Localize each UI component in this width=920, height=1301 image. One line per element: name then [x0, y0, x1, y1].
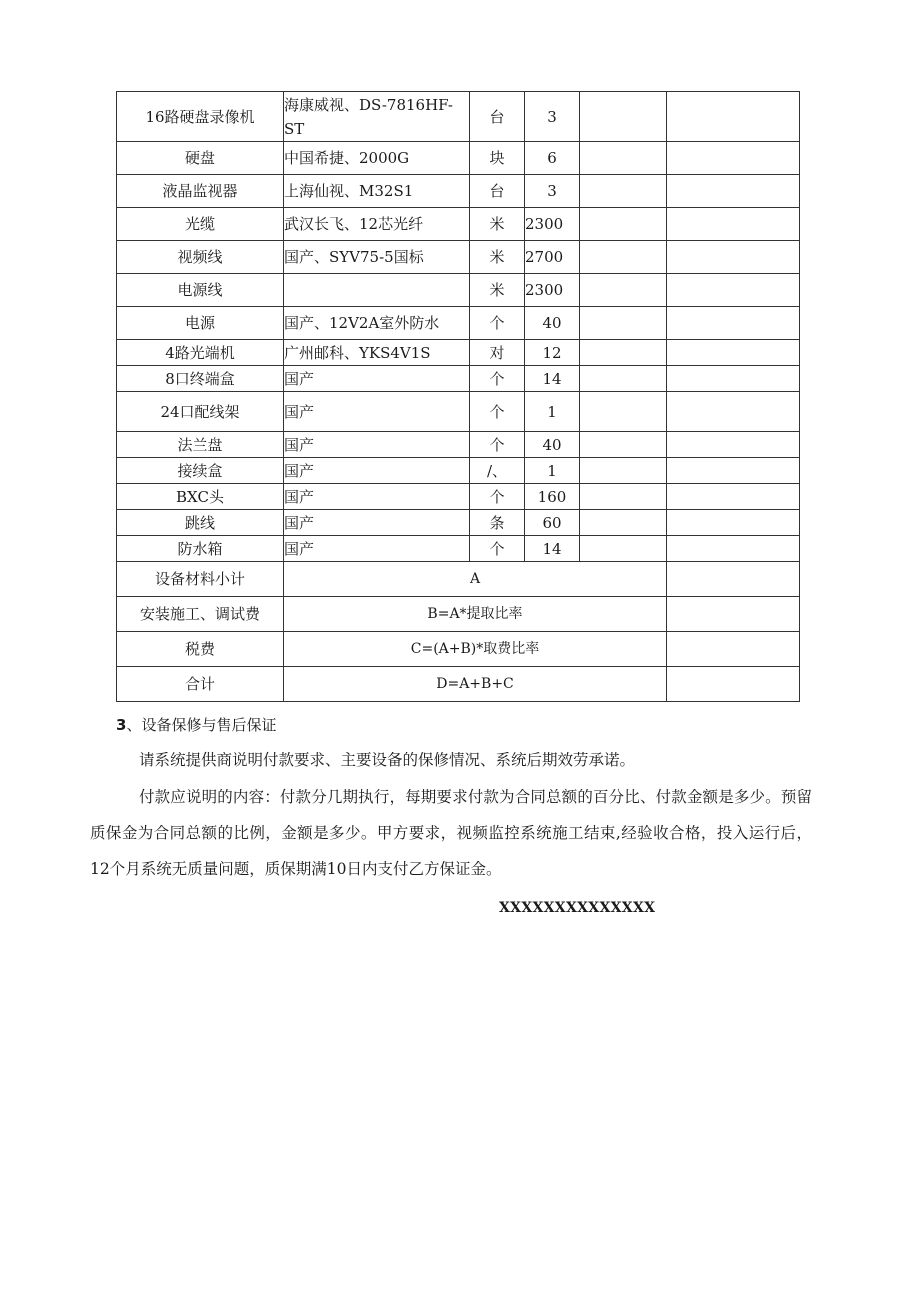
item-qty-cell: 3	[525, 175, 580, 208]
item-name-cell: 光缆	[117, 208, 284, 241]
item-price-cell	[580, 458, 667, 484]
section-title-text: 、设备保修与售后保证	[126, 716, 277, 734]
item-price-cell	[580, 307, 667, 340]
item-name-cell: 法兰盘	[117, 432, 284, 458]
item-name-cell: 16路硬盘录像机	[117, 92, 284, 142]
summary-formula-cell: A	[284, 562, 667, 597]
table-row	[117, 484, 800, 510]
item-qty-cell: 2300	[525, 208, 580, 241]
summary-formula-cell: B=A*提取比率	[284, 597, 667, 632]
item-remark-cell	[667, 142, 800, 175]
item-spec-cell: 国产	[284, 510, 470, 536]
item-price-cell	[580, 392, 667, 432]
item-name-cell: 防水箱	[117, 536, 284, 562]
table-row	[117, 458, 800, 484]
item-price-cell	[580, 366, 667, 392]
item-remark-cell	[667, 175, 800, 208]
item-unit-cell: 米	[470, 208, 525, 241]
item-qty-cell: 14	[525, 366, 580, 392]
equipment-table-body	[117, 92, 800, 702]
equipment-table	[116, 91, 800, 702]
item-price-cell	[580, 175, 667, 208]
item-unit-cell: 条	[470, 510, 525, 536]
item-qty-cell: 1	[525, 458, 580, 484]
table-row	[117, 274, 800, 307]
item-price-cell	[580, 510, 667, 536]
item-unit-cell: 个	[470, 307, 525, 340]
item-remark-cell	[667, 536, 800, 562]
item-name-cell: 视频线	[117, 241, 284, 274]
item-spec-cell: 中国希捷、2000G	[284, 142, 470, 175]
item-qty-cell: 40	[525, 432, 580, 458]
summary-label-cell: 税费	[117, 632, 284, 667]
item-unit-cell: 个	[470, 484, 525, 510]
item-price-cell	[580, 432, 667, 458]
item-name-cell: 24口配线架	[117, 392, 284, 432]
summary-row	[117, 632, 800, 667]
item-qty-cell: 40	[525, 307, 580, 340]
table-row	[117, 510, 800, 536]
item-unit-cell: 个	[470, 432, 525, 458]
summary-remark-cell	[667, 667, 800, 702]
item-qty-cell: 60	[525, 510, 580, 536]
item-name-cell: 电源线	[117, 274, 284, 307]
item-unit-cell: 台	[470, 92, 525, 142]
item-name-cell: 电源	[117, 307, 284, 340]
item-unit-cell: 米	[470, 274, 525, 307]
item-name-cell: 8口终端盒	[117, 366, 284, 392]
summary-label-cell: 合计	[117, 667, 284, 702]
item-qty-cell: 160	[525, 484, 580, 510]
table-row	[117, 432, 800, 458]
table-row	[117, 340, 800, 366]
item-qty-cell: 1	[525, 392, 580, 432]
item-spec-cell: 国产、SYV75-5国标	[284, 241, 470, 274]
signature: XXXXXXXXXXXXXX	[499, 900, 656, 916]
item-qty-cell: 2300	[525, 274, 580, 307]
item-remark-cell	[667, 307, 800, 340]
table-row	[117, 175, 800, 208]
item-spec-cell: 广州邮科、YKS4V1S	[284, 340, 470, 366]
item-remark-cell	[667, 484, 800, 510]
item-price-cell	[580, 340, 667, 366]
summary-row	[117, 667, 800, 702]
table-row	[117, 241, 800, 274]
summary-label-cell: 设备材料小计	[117, 562, 284, 597]
section-heading	[116, 714, 276, 735]
item-name-cell: 跳线	[117, 510, 284, 536]
table-row	[117, 208, 800, 241]
table-row	[117, 142, 800, 175]
item-qty-cell: 14	[525, 536, 580, 562]
paragraph-payment-details: 付款应说明的内容：付款分几期执行，每期要求付款为合同总额的百分比、付款金额是多少。预留质保金为合同总额的比例，金额是多少。甲方要求，视频监控系统施工结束,经验收合格，投入运行后，12个月系统无质量问题，质保期满10日内支付乙方保证金。	[90, 788, 812, 878]
item-price-cell	[580, 536, 667, 562]
summary-row	[117, 562, 800, 597]
table-row	[117, 536, 800, 562]
item-name-cell: 接续盒	[117, 458, 284, 484]
item-price-cell	[580, 484, 667, 510]
item-qty-cell: 2700	[525, 241, 580, 274]
item-remark-cell	[667, 340, 800, 366]
item-remark-cell	[667, 392, 800, 432]
item-unit-cell: 台	[470, 175, 525, 208]
item-remark-cell	[667, 274, 800, 307]
item-spec-cell: 上海仙视、M32S1	[284, 175, 470, 208]
item-spec-cell: 国产	[284, 432, 470, 458]
item-spec-cell: 国产	[284, 366, 470, 392]
summary-remark-cell	[667, 597, 800, 632]
item-remark-cell	[667, 366, 800, 392]
item-remark-cell	[667, 432, 800, 458]
item-name-cell: BXC头	[117, 484, 284, 510]
item-spec-cell	[284, 274, 470, 307]
item-unit-cell: 对	[470, 340, 525, 366]
table-row	[117, 366, 800, 392]
summary-formula-cell: C=(A+B)*取费比率	[284, 632, 667, 667]
item-qty-cell: 6	[525, 142, 580, 175]
item-name-cell: 液晶监视器	[117, 175, 284, 208]
item-price-cell	[580, 208, 667, 241]
item-price-cell	[580, 241, 667, 274]
item-unit-cell: 个	[470, 366, 525, 392]
item-unit-cell: 块	[470, 142, 525, 175]
item-spec-cell: 国产	[284, 536, 470, 562]
paragraph-payment-request: 请系统提供商说明付款要求、主要设备的保修情况、系统后期效劳承诺。	[139, 751, 636, 769]
item-unit-cell: /、	[470, 458, 525, 484]
item-remark-cell	[667, 241, 800, 274]
item-remark-cell	[667, 208, 800, 241]
item-spec-cell: 国产	[284, 392, 470, 432]
item-qty-cell: 12	[525, 340, 580, 366]
item-price-cell	[580, 274, 667, 307]
item-name-cell: 4路光端机	[117, 340, 284, 366]
item-remark-cell	[667, 92, 800, 142]
table-row	[117, 307, 800, 340]
item-unit-cell: 个	[470, 392, 525, 432]
item-unit-cell: 个	[470, 536, 525, 562]
item-price-cell	[580, 92, 667, 142]
table-row	[117, 92, 800, 142]
item-spec-cell: 武汉长飞、12芯光纤	[284, 208, 470, 241]
summary-label-cell: 安装施工、调试费	[117, 597, 284, 632]
item-spec-cell: 国产	[284, 484, 470, 510]
item-spec-cell: 国产	[284, 458, 470, 484]
summary-row	[117, 597, 800, 632]
item-spec-cell: 国产、12V2A室外防水	[284, 307, 470, 340]
summary-remark-cell	[667, 632, 800, 667]
item-qty-cell: 3	[525, 92, 580, 142]
item-price-cell	[580, 142, 667, 175]
section-number: 3	[116, 716, 127, 734]
item-name-cell: 硬盘	[117, 142, 284, 175]
item-remark-cell	[667, 510, 800, 536]
item-unit-cell: 米	[470, 241, 525, 274]
item-spec-cell: 海康威视、DS-7816HF-ST	[284, 92, 470, 142]
item-remark-cell	[667, 458, 800, 484]
summary-formula-cell: D=A+B+C	[284, 667, 667, 702]
summary-remark-cell	[667, 562, 800, 597]
table-row	[117, 392, 800, 432]
